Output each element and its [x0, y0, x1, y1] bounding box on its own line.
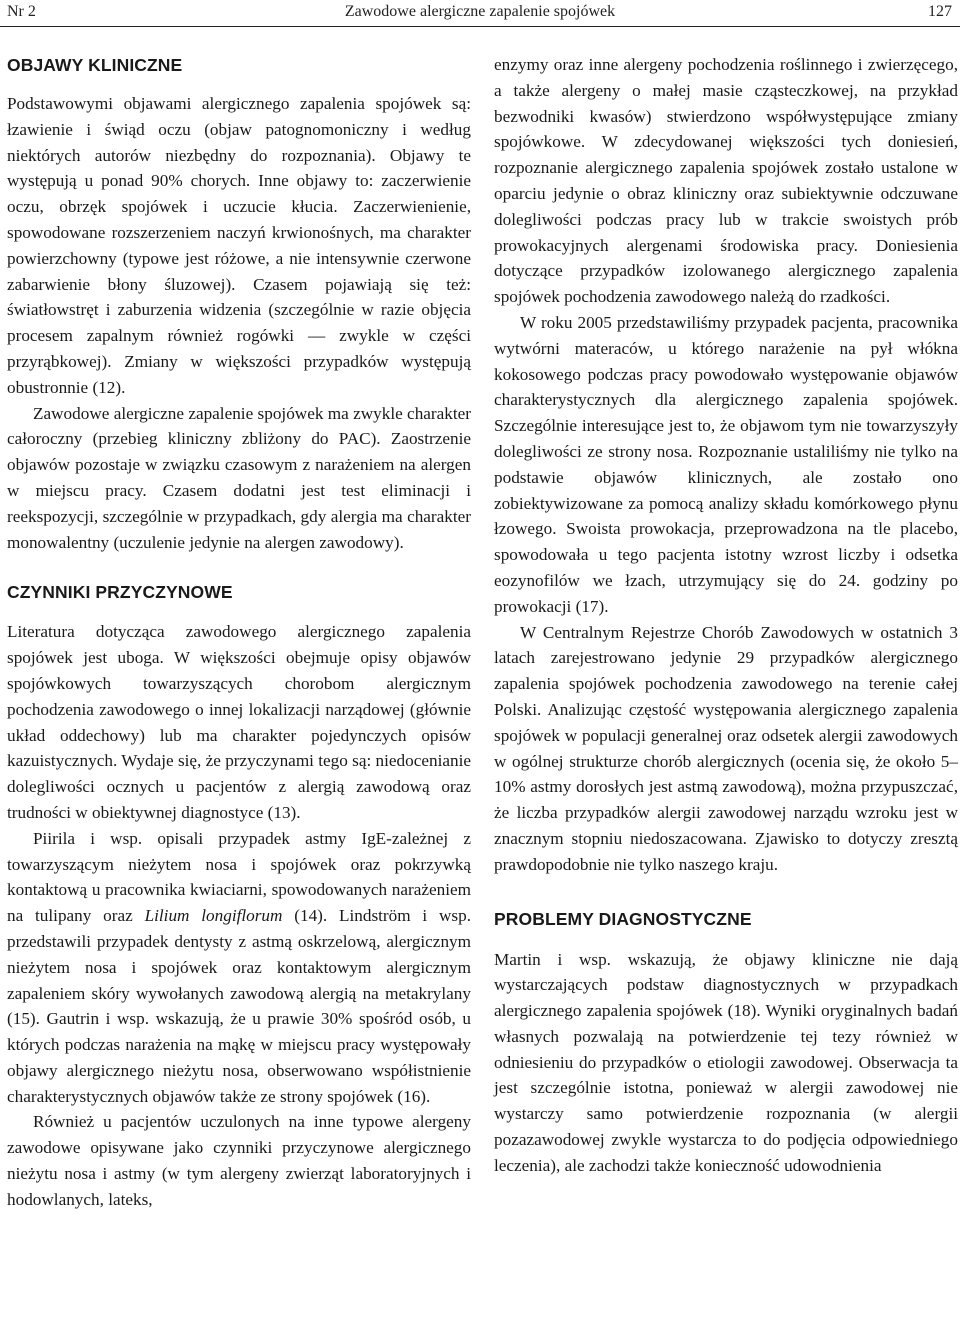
right-column [494, 52, 958, 1179]
section-heading-causal-factors: CZYNNIKI PRZYCZYNOWE [7, 582, 233, 603]
paragraph: W Centralnym Rejestrze Chorób Zawodowych w ostatnich 3 latach zarejestrowano jedynie 29 przypadków alergicznego zapalenia spojówek pochodzenia zawodowego na terenie całej Polski. Analizując częstość występowania alergicznego zapalenia spojówek w populacji generalnej oraz odsetek alergii zawodowych w ogólnej strukturze chorób alergicznych (ocenia się, że około 5–10% astmy dorosłych jest astmą zawodową), można przypuszczać, że liczba przypadków alergii zawodowej narządu wzroku jest w znacznym stopniu niedoszacowana. Zjawisko to dotyczy zresztą prawdopodobnie nie tylko naszego kraju. [494, 622, 958, 874]
section-heading-clinical-symptoms: OBJAWY KLINICZNE [7, 55, 183, 75]
running-header [0, 0, 960, 24]
paragraph [7, 826, 471, 1110]
section-heading-diagnostic-problems: PROBLEMY DIAGNOSTYCZNE [494, 908, 752, 929]
page-number: 127 [928, 3, 952, 20]
paragraph-text: Piirila i wsp. opisali przypadek astmy IgE-zależnej z towarzyszącym nieżytem nosa i spojówek oraz pokrzywką kontaktową u pracownika kwiaciarni, spowodowanych narażeniem na tulipany oraz [7, 828, 471, 926]
paragraph: Podstawowymi objawami alergicznego zapalenia spojówek są: łzawienie i świąd oczu (objaw patognomoniczny i według niektórych autorów niezbędny do rozpoznania). Objawy te występują u ponad 90% chorych. Inne objawy to: zaczerwienie oczu, obrzęk spojówek i uczucie kłucia. Zaczerwienienie, spowodowane rozszerzeniem naczyń krwionośnych, ma charakter powierzchowny (typowe jest różowe, a nie intensywnie czerwone zabarwienie błony śluzowej). Czasem pojawiają się też: światłowstręt i zaburzenia widzenia (szczególnie w razie objęcia procesem zapalnym również rogówki — zwykle w części przyrąbkowej). Zmiany w większości przypadków występują obustronnie (12). [7, 94, 471, 397]
header-divider [0, 26, 960, 27]
paragraph: W roku 2005 przedstawiliśmy przypadek pacjenta, pracownika wytwórni materaców, u którego narażenie na pył włókna kokosowego podczas pracy powodowało występowanie objawów charakterystycznych dla alergicznego zapalenia spojówek. Szczególnie interesujące jest to, że objawom tym nie towarzyszyły dolegliwości ze strony nosa. Rozpoznanie ustaliliśmy nie tylko na podstawie objawów klinicznych, ale zostało ono zobiektywizowane za pomocą analizy składu komórkowego płynu łzowego. Swoista prowokacja, przeprowadzona na tle placebo, spowodowała u tego pacjenta istotny wzrost liczby i odsetka eozynofilów we łzach, utrzymujący się do 24. godziny po prowokacji (17). [494, 312, 958, 616]
running-title: Zawodowe alergiczne zapalenie spojówek [344, 3, 616, 20]
paragraph: Martin i wsp. wskazują, że objawy kliniczne nie dają wystarczających podstaw diagnostycznych w przypadkach alergicznego zapalenia spojówek (18). Wyniki oryginalnych badań własnych pozwalają na potwierdzenie tej tezy również w odniesieniu do przypadków o etiologii zawodowej. Obserwacja ta jest szczególnie istotna, ponieważ w alergii zawodowej nie wystarczy samo potwierdzenie rozpoznania (w alergii pozazawodowej zwykle wystarcza to do podjęcia odpowiedniego leczenia), ale zachodzi także konieczność udowodnienia [494, 949, 958, 1175]
paragraph: Również u pacjentów uczulonych na inne typowe alergeny zawodowe opisywane jako czynniki przyczynowe alergicznego nieżytu nosa i astmy (w tym alergeny zwierząt laboratoryjnych i hodowlanych, lateks, [7, 1112, 471, 1209]
issue-number: Nr 2 [7, 3, 36, 20]
species-name: Lilium longiflorum [144, 906, 283, 926]
paragraph: Zawodowe alergiczne zapalenie spojówek ma zwykle charakter całoroczny (przebieg kliniczny zbliżony do PAC). Zaostrzenie objawów pozostaje w związku czasowym z narażeniem na alergen w miejscu pracy. Czasem dodatni jest test eliminacji i reekspozycji, szczególnie w przypadkach, gdy alergia ma charakter monowalentny (uczulenie jedynie na alergen zawodowy). [7, 403, 471, 552]
paragraph: enzymy oraz inne alergeny pochodzenia roślinnego i zwierzęcego, a także alergeny o małej masie cząsteczkowej, na przykład bezwodniki kwasów) stwierdzono współwystępujące zmiany spojówkowe. W zdecydowanej większości tych doniesień, rozpoznanie alergicznego zapalenia spojówek zostało ustalone w oparciu jedynie o obraz kliniczny oraz subiektywnie odczuwane dolegliwości podczas pracy lub w trakcie swoistych prób prowokacyjnych alergenami środowiska pracy. Doniesienia dotyczące przypadków izolowanego alergicznego zapalenia spojówek pochodzenia zawodowego należą do rzadkości. [494, 55, 958, 307]
paragraph: Literatura dotycząca zawodowego alergicznego zapalenia spojówek jest uboga. W większości obejmuje opisy objawów spojówkowych towarzyszących chorobom alergicznym pochodzenia zawodowego o innej lokalizacji narządowej (głównie układ oddechowy) lub ma charakter pojedynczych opisów kazuistycznych. Wydaje się, że przyczynami tego są: niedocenianie dolegliwości ocznych u pacjentów z alergią zawodową oraz trudności w obiektywnej diagnostyce (13). [7, 622, 471, 822]
paragraph-text: (14). Lindström i wsp. przedstawili przypadek dentysty z astmą oskrzelową, alergicznym nieżytem nosa i spojówek oraz kontaktowym alergicznym zapaleniem skóry wywołanych zawodową alergią na metakrylany (15). Gautrin i wsp. wskazują, że u prawie 30% spośród osób, u których podczas narażenia na mąkę w miejscu pracy występowały objawy alergicznego nieżytu nosa, obserwowano współistnienie charakterystycznych objawów także ze strony spojówek (16). [7, 906, 471, 1106]
left-column [7, 52, 471, 1213]
